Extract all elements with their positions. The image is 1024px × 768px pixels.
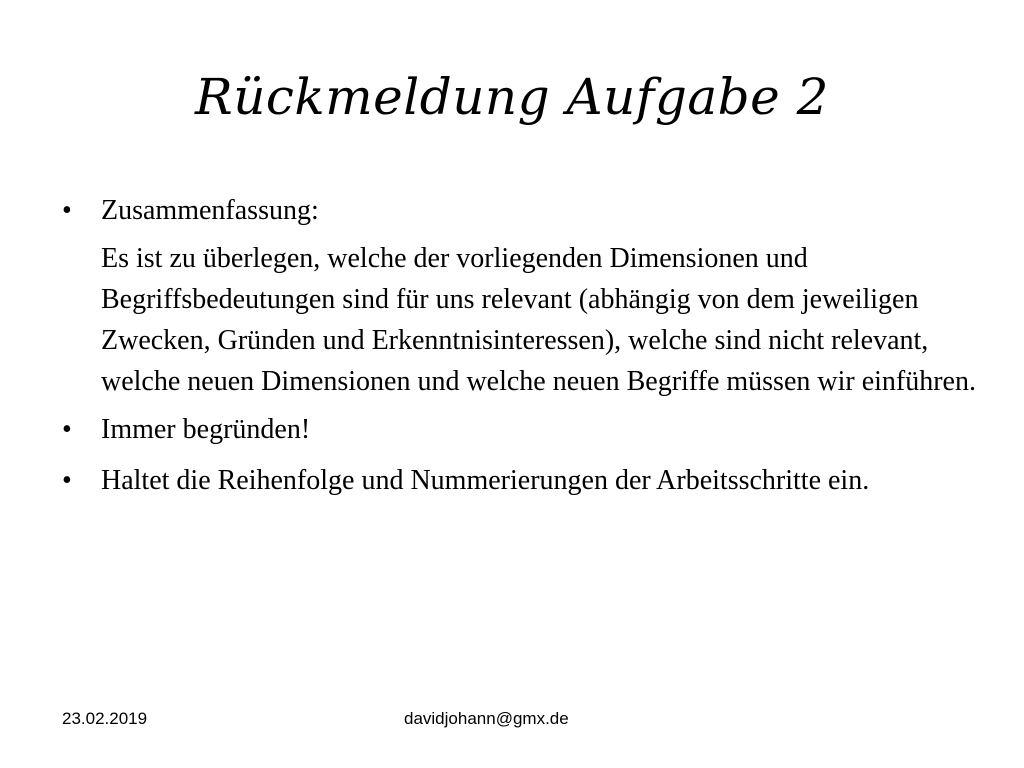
bullet-text: Zusammenfassung: (101, 195, 319, 226)
bullet-item-order (56, 460, 986, 501)
bullet-item-justify (56, 409, 986, 450)
bullet-icon: • (62, 465, 72, 496)
bullet-item-summary (56, 190, 986, 231)
bullet-icon: • (62, 195, 72, 226)
summary-paragraph: Es ist zu überlegen, welche der vorliegenden Dimensionen und Begriffsbedeutungen sind für uns relevant (abhängig von dem jeweiligen Zwecken, Gründen und Erkenntnisinteressen), welche sind nicht relevant, welche neuen Dimensionen und welche neuen Begriffe müssen wir einführen. (101, 243, 976, 397)
bullet-icon: • (62, 414, 72, 445)
bullet-text: Immer begründen! (101, 414, 311, 445)
footer-email: davidjohann@gmx.de (404, 709, 569, 728)
slide-content (56, 190, 986, 501)
slide-title: Rückmeldung Aufgabe 2 (195, 68, 829, 126)
bullet-text: Haltet die Reihenfolge und Nummerierungen der Arbeitsschritte ein. (101, 465, 870, 496)
footer-date: 23.02.2019 (62, 709, 148, 728)
